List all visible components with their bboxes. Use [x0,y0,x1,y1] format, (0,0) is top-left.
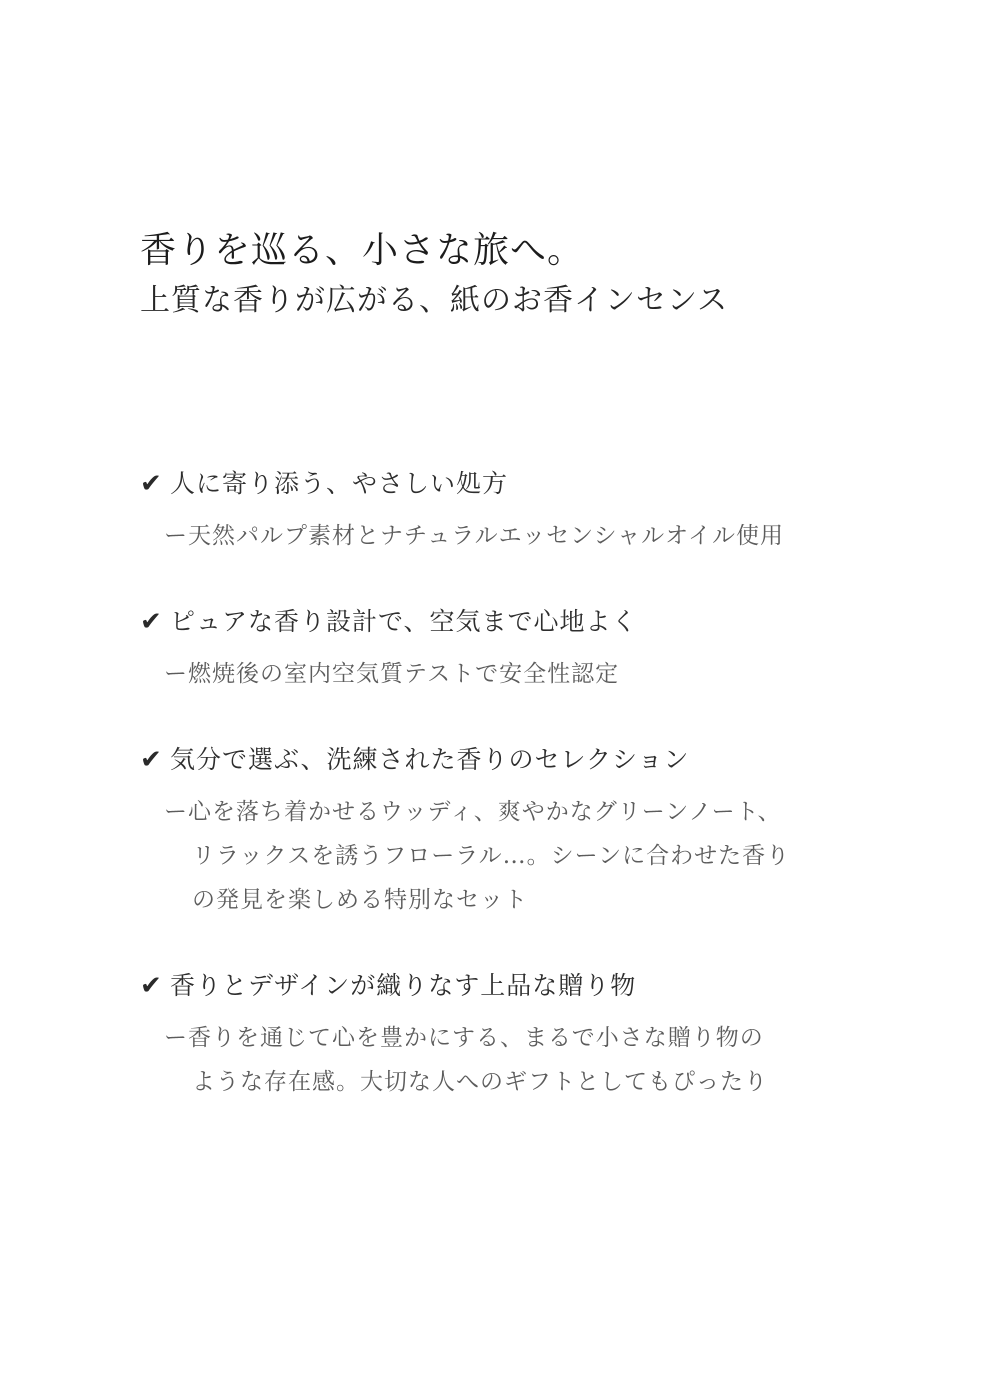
feature-heading [140,602,920,642]
feature-description-line: ー香りを通じて心を豊かにする、まるで小さな贈り物の [164,1025,764,1051]
feature-heading-text: ピュアな香り設計で、空気まで心地よく [170,607,638,636]
feature-heading [140,966,920,1006]
checkmark-icon: ✔ [140,607,163,637]
feature-item [140,740,920,922]
page-title: 香りを巡る、小さな旅へ。 [140,230,585,271]
feature-item [140,464,920,558]
feature-heading [140,740,920,780]
headline-block [140,228,900,324]
feature-heading-text: 香りとデザインが織りなす上品な贈り物 [170,971,637,1000]
checkmark-icon: ✔ [140,971,163,1001]
checkmark-icon: ✔ [140,745,163,775]
feature-item [140,602,920,696]
feature-list [140,464,920,1148]
feature-description [140,514,920,558]
feature-heading-text: 人に寄り添う、やさしい処方 [170,469,509,498]
page-subtitle: 上質な香りが広がる、紙のお香インセンス [140,283,729,318]
feature-description-line: ような存在感。大切な人へのギフトとしてもぴったり [192,1069,768,1095]
feature-item [140,966,920,1104]
feature-description-line: リラックスを誘うフローラル…。シーンに合わせた香り [192,843,791,869]
feature-heading-text: 気分で選ぶ、洗練された香りのセレクション [170,745,690,774]
feature-description-line: ー心を落ち着かせるウッディ、爽やかなグリーンノート、 [164,799,782,825]
feature-description-line: ー天然パルプ素材とナチュラルエッセンシャルオイル使用 [164,523,784,549]
checkmark-icon: ✔ [140,469,163,499]
feature-description-line: の発見を楽しめる特別なセット [192,887,528,913]
feature-heading [140,464,920,504]
feature-description-line: ー燃焼後の室内空気質テストで安全性認定 [164,661,620,687]
feature-description [140,1016,920,1104]
feature-description [140,652,920,696]
feature-description [140,790,920,922]
